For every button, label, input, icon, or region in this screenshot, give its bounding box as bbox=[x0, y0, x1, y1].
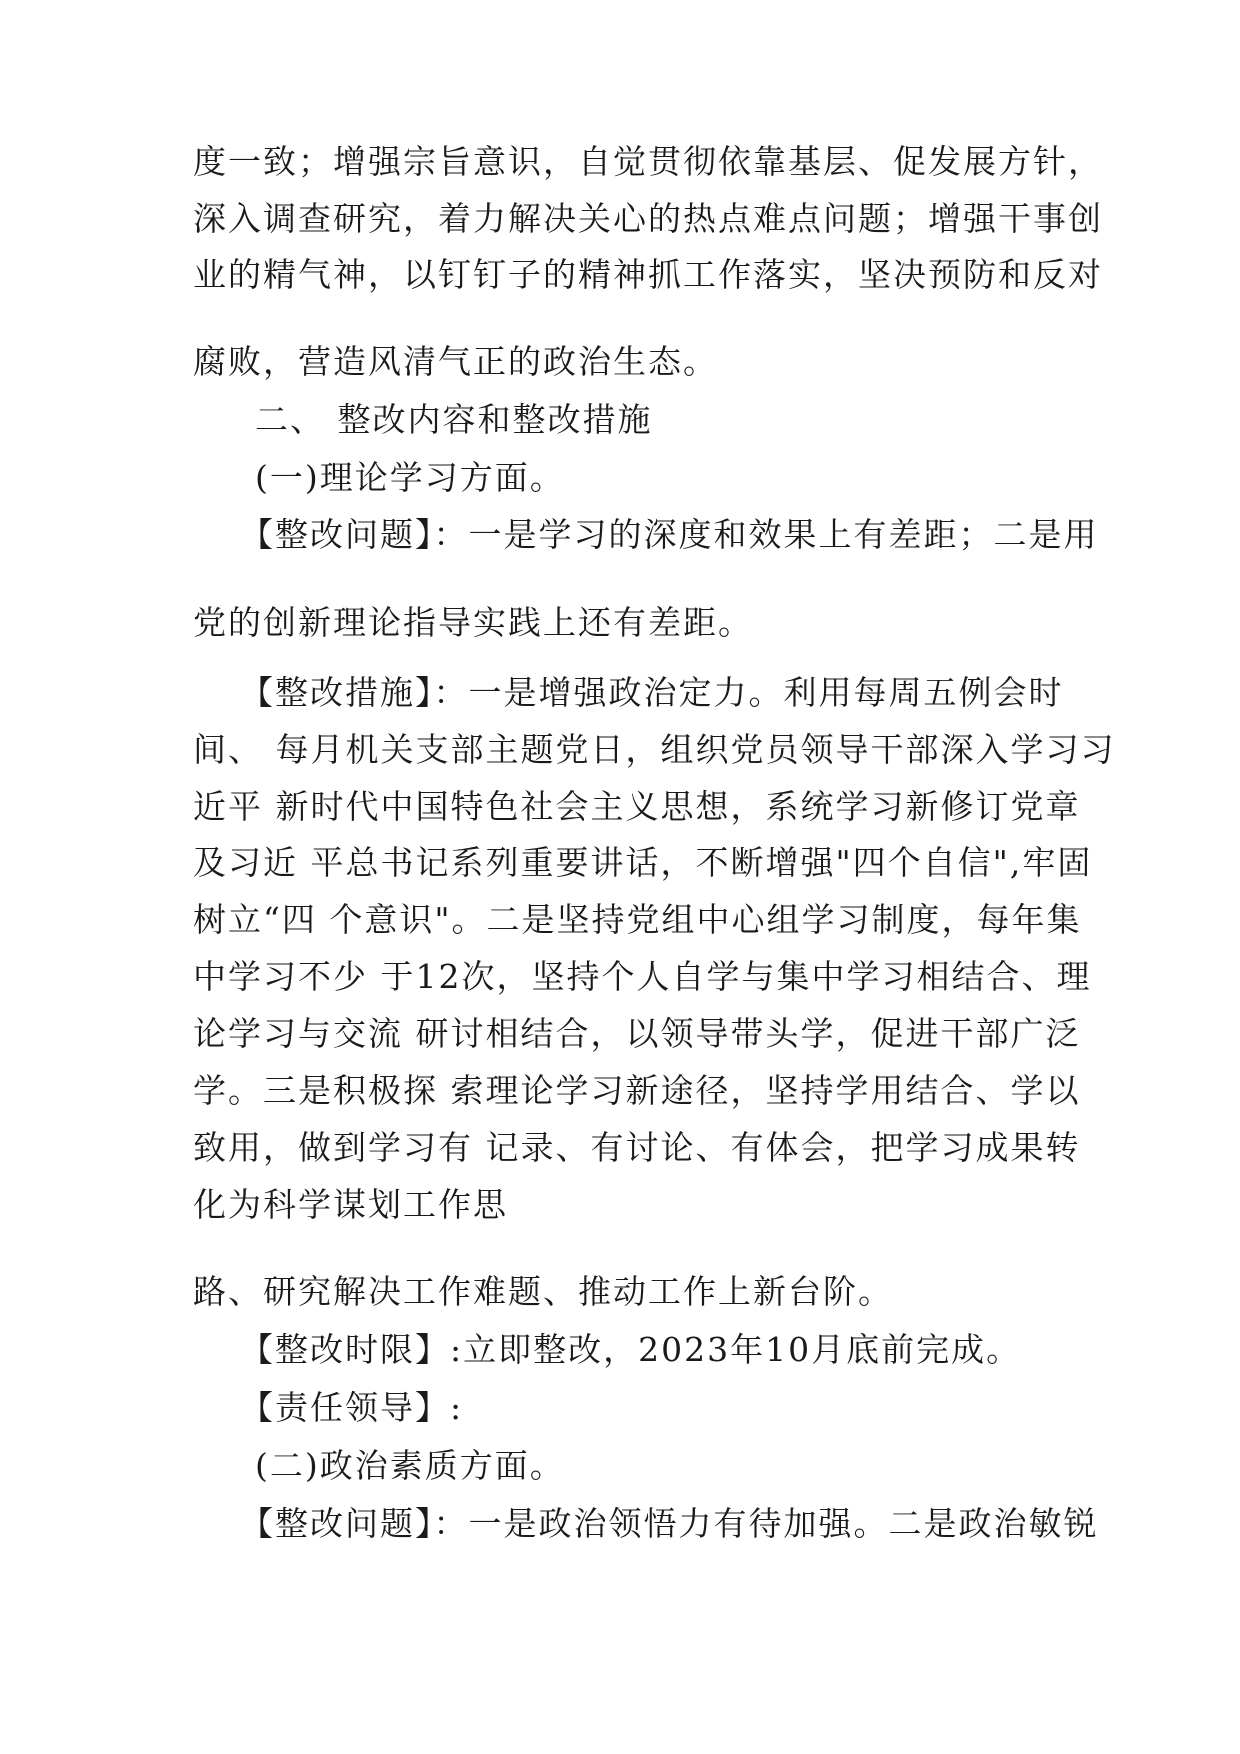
paragraph-line: 业的精气神，以钉钉子的精神抓工作落实，坚决预防和反对 bbox=[193, 255, 1103, 294]
responsible-leader: 【责任领导】: bbox=[240, 1388, 464, 1427]
paragraph-line: 深入调查研究，着力解决关心的热点难点问题；增强干事创 bbox=[193, 199, 1103, 238]
subsection-heading: (二)政治素质方面。 bbox=[255, 1446, 565, 1485]
paragraph-line: 及习近 平总书记系列重要讲话，不断增强"四个自信",牢固 bbox=[193, 843, 1093, 882]
paragraph-line: 路、研究解决工作难题、推动工作上新台阶。 bbox=[193, 1272, 893, 1311]
paragraph-line: 近平 新时代中国特色社会主义思想，系统学习新修订党章 bbox=[193, 787, 1081, 826]
paragraph-line: 树立“四 个意识"。二是坚持党组中心组学习制度，每年集 bbox=[193, 900, 1082, 939]
subsection-heading: (一)理论学习方面。 bbox=[255, 458, 565, 497]
rectification-measures-label: 【整改措施】：一是增强政治定力。利用每周五例会时 bbox=[240, 673, 1064, 712]
rectification-deadline: 【整改时限】:立即整改，2023年10月底前完成。 bbox=[240, 1330, 1022, 1369]
paragraph-line: 致用，做到学习有 记录、有讨论、有体会，把学习成果转 bbox=[193, 1128, 1081, 1167]
paragraph-line: 论学习与交流 研讨相结合，以领导带头学，促进干部广泛 bbox=[193, 1014, 1081, 1053]
paragraph-line: 党的创新理论指导实践上还有差距。 bbox=[193, 603, 753, 642]
paragraph-line: 度一致；增强宗旨意识，自觉贯彻依靠基层、促发展方针， bbox=[193, 142, 1103, 181]
rectification-problem-label: 【整改问题】：一是学习的深度和效果上有差距；二是用 bbox=[240, 515, 1099, 554]
paragraph-line: 腐败，营造风清气正的政治生态。 bbox=[193, 342, 718, 381]
paragraph-line: 间、 每月机关支部主题党日，组织党员领导干部深入学习习 bbox=[193, 730, 1116, 769]
paragraph-line: 中学习不少 于12次，坚持个人自学与集中学习相结合、理 bbox=[193, 957, 1092, 996]
paragraph-line: 化为科学谋划工作思 bbox=[193, 1185, 508, 1224]
rectification-problem-label: 【整改问题】：一是政治领悟力有待加强。二是政治敏锐 bbox=[240, 1504, 1099, 1543]
paragraph-line: 学。三是积极探 索理论学习新途径，坚持学用结合、学以 bbox=[193, 1071, 1081, 1110]
section-heading: 二、 整改内容和整改措施 bbox=[255, 400, 653, 439]
